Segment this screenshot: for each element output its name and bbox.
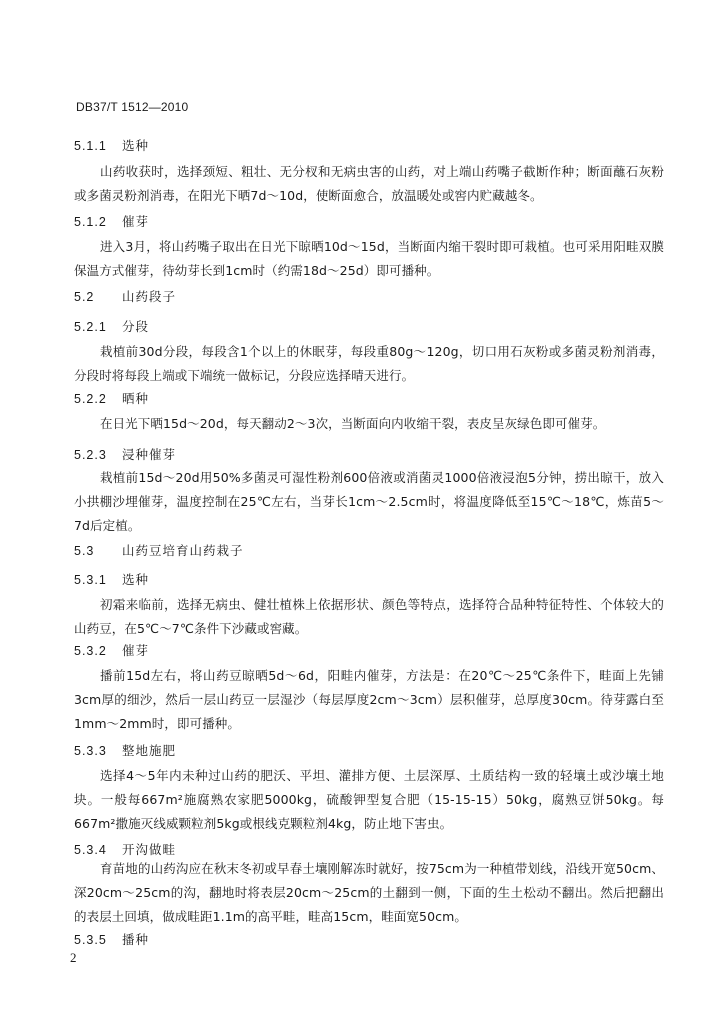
section-title: 播种 <box>122 932 150 947</box>
section-number: 5.1.1 <box>74 139 107 153</box>
section-heading <box>74 641 149 659</box>
section-heading <box>74 136 149 154</box>
section-heading <box>74 212 149 230</box>
section-title: 选种 <box>122 572 150 587</box>
section-title: 山药段子 <box>122 289 177 304</box>
section-title: 山药豆培育山药栽子 <box>122 543 244 558</box>
section-paragraph: 进入3月，将山药嘴子取出在日光下晾晒10d～15d，当断面内缩干裂时即可栽植。也可采用阳畦双膜保温方式催芽，待幼芽长到1cm时（约需18d～25d）即可播种。 <box>74 239 664 278</box>
section-heading <box>74 930 149 948</box>
section-title: 催芽 <box>122 214 150 229</box>
section-paragraph: 育苗地的山药沟应在秋末冬初或早春土壤刚解冻时就好，按75cm为一种植带划线，沿线开宽50cm、深20cm～25cm的沟，翻地时将表层20cm～25cm的土翻到一侧，下面的生土松动不翻出。然后把翻出的表层土回填，做成畦距1.1m的高平畦，畦高15cm，畦面宽50cm。 <box>74 861 664 924</box>
standard-code-header: DB37/T 1512—2010 <box>76 100 189 114</box>
section-paragraph: 在日光下晒15d～20d，每天翻动2～3次，当断面向内收缩干裂，表皮呈灰绿色即可催芽。 <box>100 416 606 431</box>
section-paragraph: 选择4～5年内未种过山药的肥沃、平坦、灌排方便、土层深厚、土质结构一致的轻壤土或沙壤土地块。一般每667m²施腐熟农家肥5000kg，硫酸钾型复合肥（15-15-15）50kg，腐熟豆饼50kg。每667m²撒施灭线威颗粒剂5kg或根线克颗粒剂4kg，防止地下害虫。 <box>74 768 664 831</box>
section-title: 分段 <box>122 319 150 334</box>
section-number: 5.3.2 <box>74 644 107 658</box>
section-title: 晒种 <box>122 391 150 406</box>
section-title: 浸种催芽 <box>122 447 177 462</box>
section-paragraph: 播前15d左右，将山药豆晾晒5d～6d，阳畦内催芽，方法是：在20℃～25℃条件下，畦面上先铺3cm厚的细沙，然后一层山药豆一层湿沙（每层厚度2cm～3cm）层积催芽，总厚度30cm。待芽露白至1mm～2mm时，即可播种。 <box>74 668 664 731</box>
section-title: 催芽 <box>122 643 150 658</box>
section-number: 5.2.3 <box>74 448 107 462</box>
section-paragraph: 山药收获时，选择颈短、粗壮、无分杈和无病虫害的山药，对上端山药嘴子截断作种；断面蘸石灰粉或多菌灵粉剂消毒，在阳光下晒7d～10d，使断面愈合，放温暖处或窖内贮藏越冬。 <box>74 164 664 203</box>
section-number: 5.2 <box>74 290 95 304</box>
section-title: 选种 <box>122 138 150 153</box>
section-paragraph: 初霜来临前，选择无病虫、健壮植株上依据形状、颜色等特点，选择符合品种特征特性、个体较大的山药豆，在5℃～7℃条件下沙藏或窖藏。 <box>74 597 664 636</box>
section-paragraph: 栽植前15d～20d用50%多菌灵可湿性粉剂600倍液或消菌灵1000倍液浸泡5分钟，捞出晾干，放入小拱棚沙埋催芽，温度控制在25℃左右，当芽长1cm～2.5cm时，将温度降低至15℃～18℃，炼苗5～7d后定植。 <box>74 470 664 533</box>
section-heading <box>74 741 176 759</box>
section-number: 5.3.3 <box>74 744 107 758</box>
section-paragraph: 栽植前30d分段，每段含1个以上的休眠芽，每段重80g～120g，切口用石灰粉或多菌灵粉剂消毒，分段时将每段上端或下端统一做标记，分段应选择晴天进行。 <box>74 344 664 383</box>
section-heading <box>74 840 176 858</box>
section-number: 5.1.2 <box>74 215 107 229</box>
section-title: 整地施肥 <box>122 743 177 758</box>
section-heading <box>74 287 176 305</box>
section-heading <box>74 389 149 407</box>
section-heading <box>74 445 176 463</box>
section-number: 5.3 <box>74 544 95 558</box>
section-heading <box>74 570 149 588</box>
section-number: 5.3.4 <box>74 843 107 857</box>
section-number: 5.3.5 <box>74 933 107 947</box>
section-number: 5.2.2 <box>74 392 107 406</box>
section-number: 5.3.1 <box>74 573 107 587</box>
page-number: 2 <box>70 950 77 965</box>
section-heading <box>74 541 244 559</box>
section-heading <box>74 317 149 335</box>
section-number: 5.2.1 <box>74 320 107 334</box>
section-title: 开沟做畦 <box>122 842 177 857</box>
